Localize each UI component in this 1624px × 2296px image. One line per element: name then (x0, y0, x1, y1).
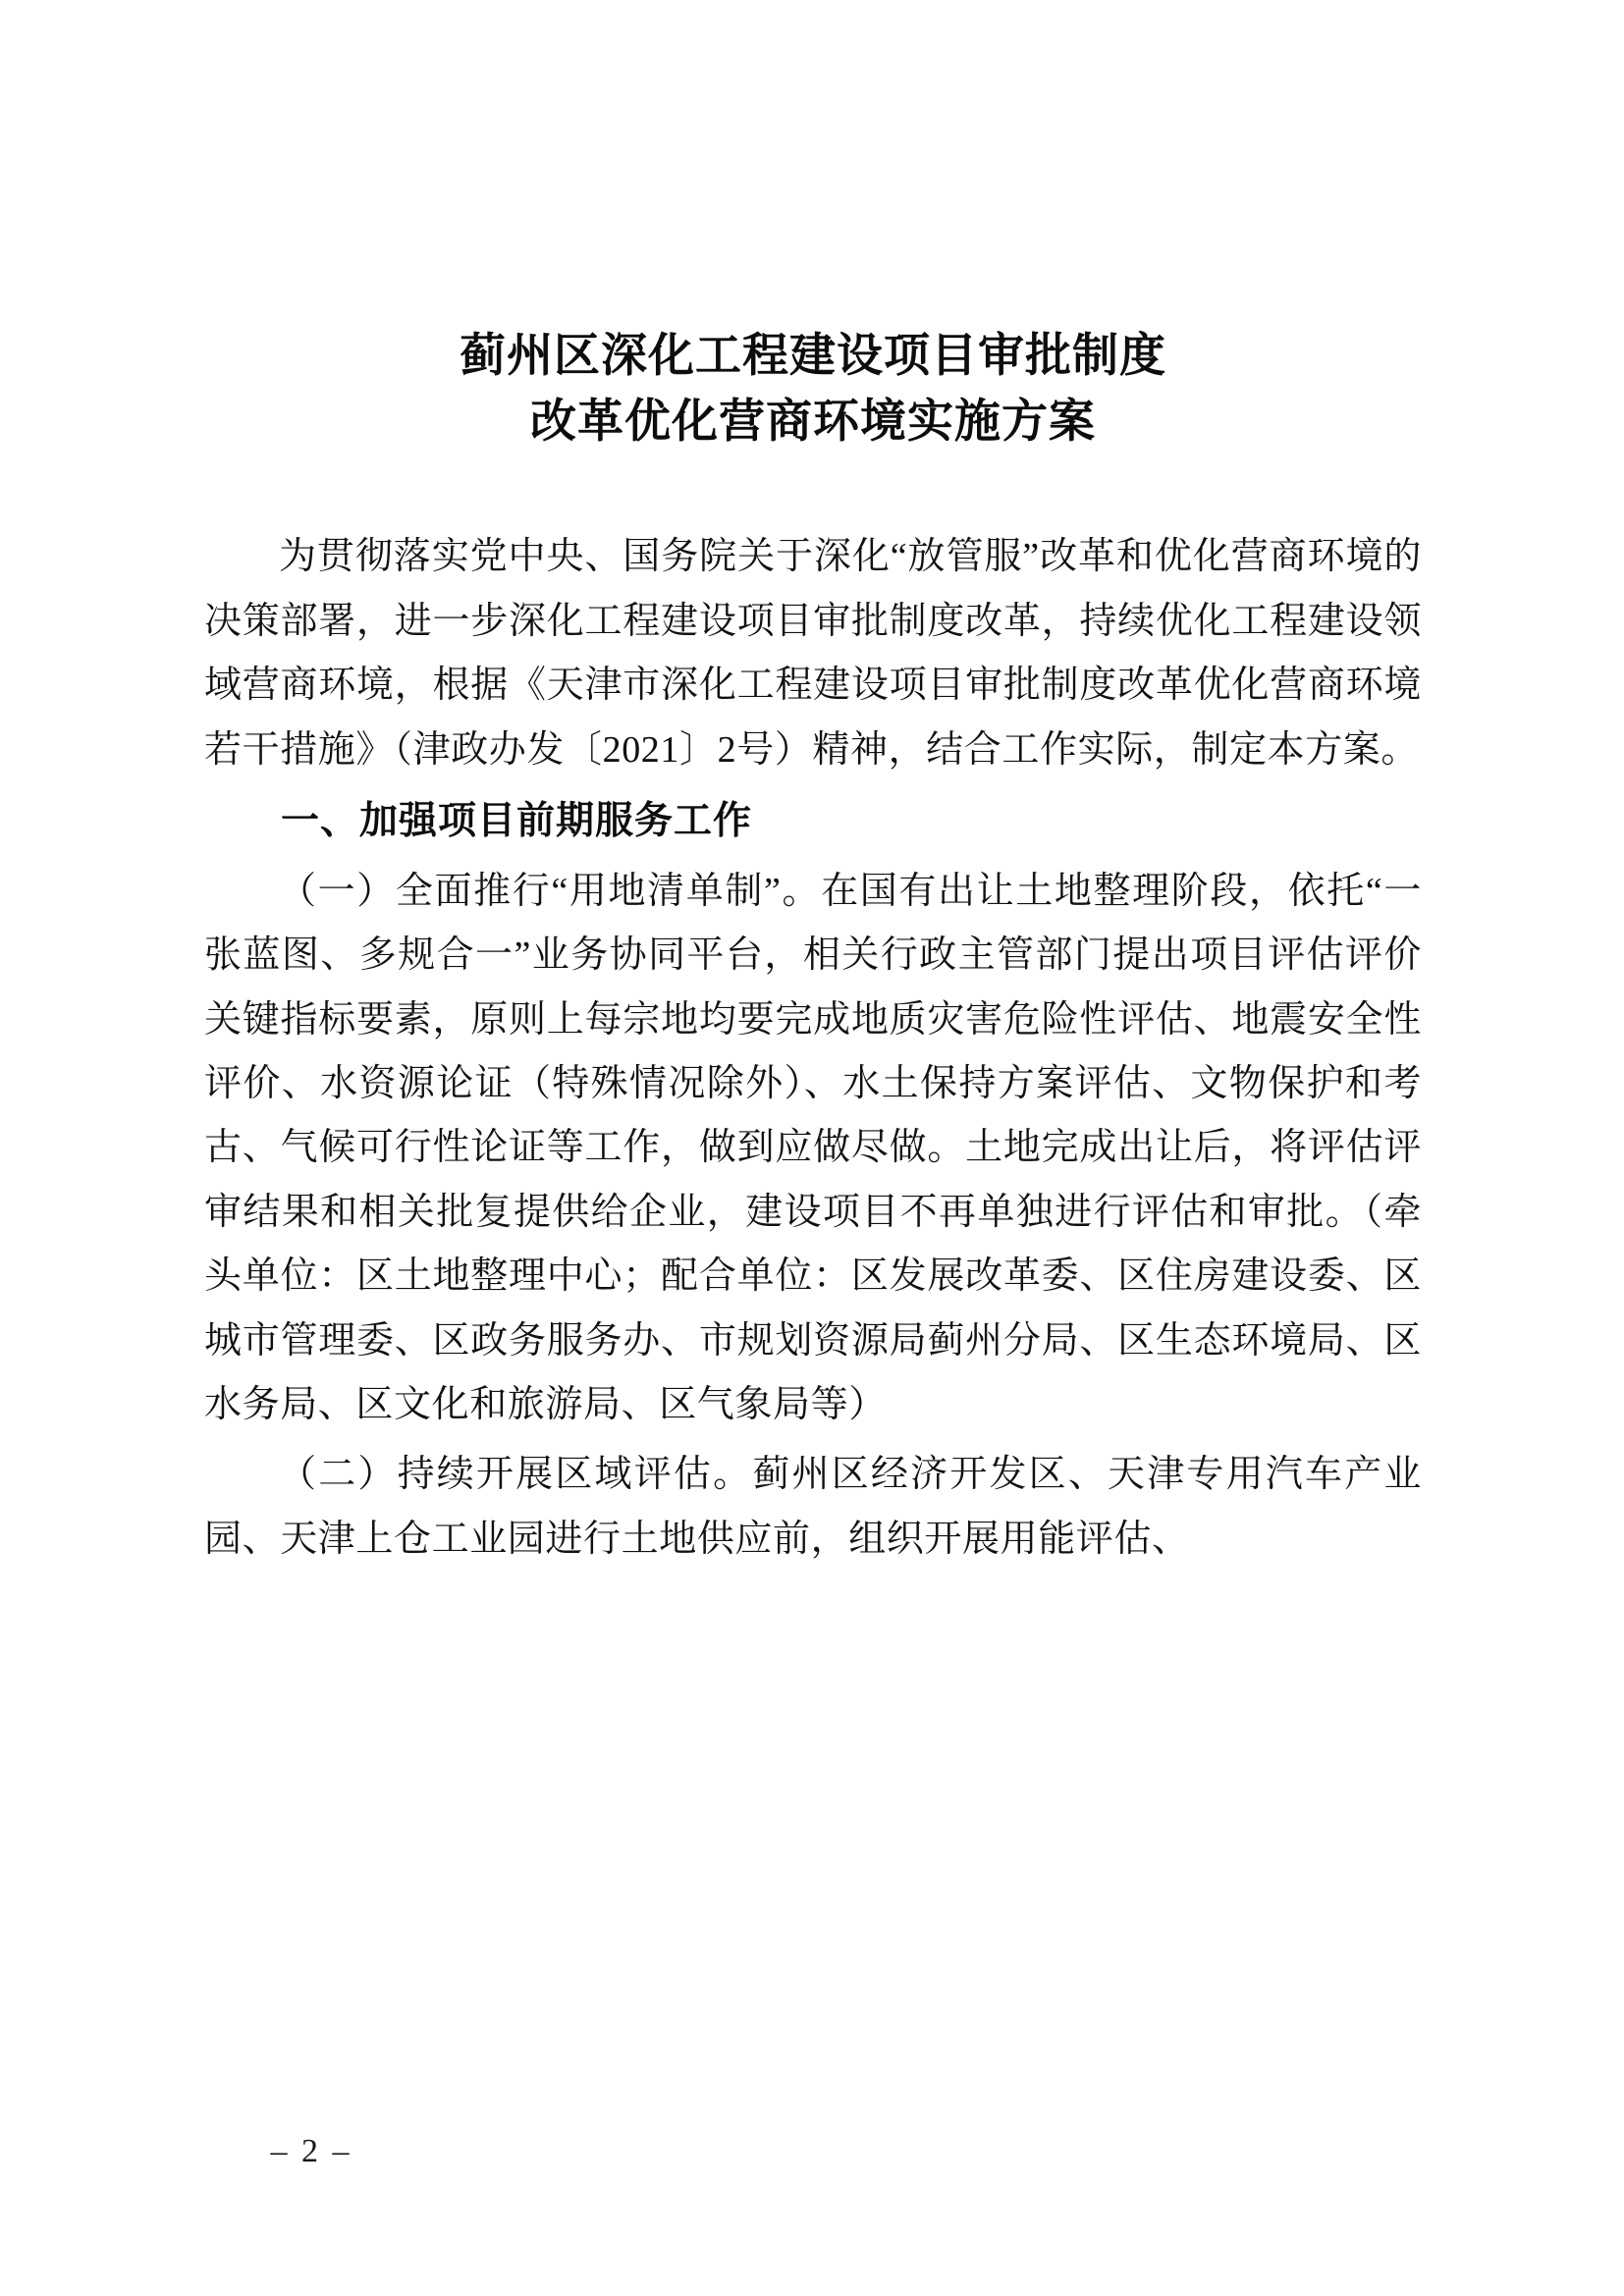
document-body (204, 324, 1422, 1577)
page-title-line-2: 改革优化营商环境实施方案 (530, 394, 1096, 449)
section-heading-1: 一、加强项目前期服务工作 (281, 797, 753, 843)
paragraph-intro: 为贯彻落实党中央、国务院关于深化“放管服”改革和优化营商环境的决策部署，进一步深化工程建设项目审批制度改革，持续优化工程建设领域营商环境，根据《天津市深化工程建设项目审批制度改革优化营商环境若干措施》（津政办发〔2021〕2号）精神，结合工作实际，制定本方案。 (204, 536, 1422, 771)
paragraph-item-1: （一）全面推行“用地清单制”。在国有出让土地整理阶段，依托“一张蓝图、多规合一”业务协同平台，相关行政主管部门提出项目评估评价关键指标要素，原则上每宗地均要完成地质灾害危险性评估、地震安全性评价、水资源论证（特殊情况除外）、水土保持方案评估、文物保护和考古、气候可行性论证等工作，做到应做尽做。土地完成出让后，将评估评审结果和相关批复提供给企业，建设项目不再单独进行评估和审批。（牵头单位：区土地整理中心；配合单位：区发展改革委、区住房建设委、区城市管理委、区政务服务办、市规划资源局蓟州分局、区生态环境局、区水务局、区文化和旅游局、区气象局等） (204, 870, 1422, 1425)
page-number (0, 2133, 1624, 2170)
paragraph-item-2: （二）持续开展区域评估。蓟州区经济开发区、天津专用汽车产业园、天津上仓工业园进行土地供应前，组织开展用能评估、 (204, 1454, 1422, 1560)
page-title-line-1: 蓟州区深化工程建设项目审批制度 (460, 329, 1166, 383)
page-title (204, 324, 1422, 454)
page-number-value: – 2 – (270, 2133, 352, 2169)
